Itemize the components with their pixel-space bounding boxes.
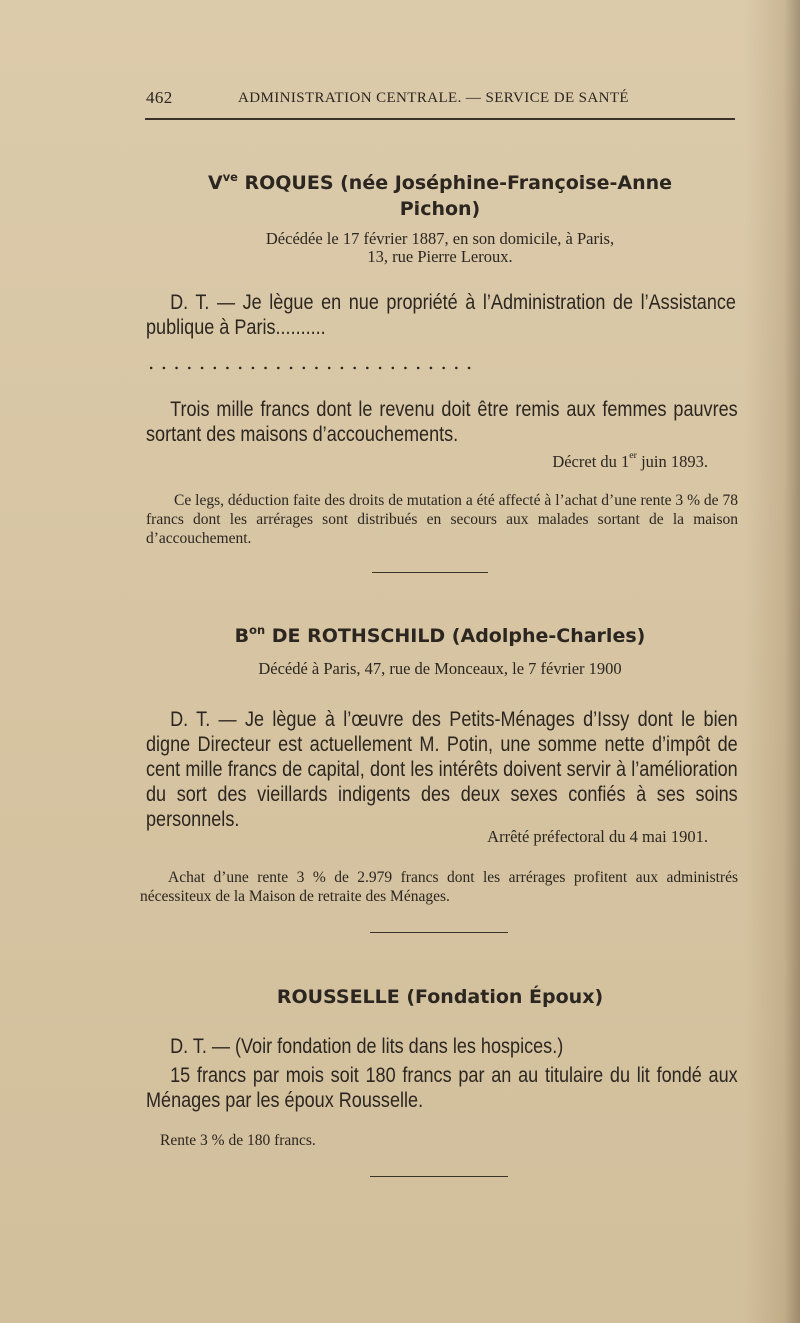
decree-reference: Arrêté préfectoral du 4 mai 1901.	[487, 827, 708, 846]
decree-reference	[300, 452, 708, 472]
bequest-text: D. T. — Je lègue en nue propriété à l’Administration de l’Assistance publique à Paris..........	[146, 291, 736, 339]
bequest-text-continued: 15 francs par mois soit 180 francs par an au titulaire du lit fondé aux Ménages par les époux Rousselle.	[146, 1064, 738, 1112]
section-rule	[370, 932, 508, 933]
bequest-text: D. T. — Je lègue à l’œuvre des Petits-Ménages d’Issy dont le bien digne Directeur est actuellement M. Potin, une somme nette d’impôt de cent mille francs de capital, dont les intérêts doivent servir à l’amélioration du sort des vieillards indigents des deux sexes confiés à ses soins personnels.	[146, 708, 738, 831]
title-text: ROQUES (née Joséphine-Françoise-Anne	[237, 172, 673, 194]
note-text: Ce legs, déduction faite des droits de mutation a été affecté à l’achat d’une rente 3 % de 78 francs dont les arrérages sont distribués en secours aux malades sortant de la maison d’accouchement.	[146, 492, 738, 547]
entry-title-continued: Pichon)	[399, 198, 481, 220]
title-prefix-sup: on	[249, 622, 266, 637]
title-text: DE ROTHSCHILD (Adolphe-Charles)	[265, 625, 646, 647]
decree-sup: er	[629, 450, 637, 462]
death-notice: Décédé à Paris, 47, rue de Monceaux, le 7 février 1900	[258, 659, 622, 678]
title-prefix: V	[207, 172, 223, 194]
header-rule	[145, 118, 735, 120]
title-prefix-sup: ve	[222, 169, 238, 184]
entry-title	[120, 169, 760, 194]
ellipsis-dots: . . . . . . . . . . . . . . . . . . . . . . . . . .	[148, 350, 473, 374]
running-title: ADMINISTRATION CENTRALE. — SERVICE DE SANTÉ	[238, 90, 629, 106]
entry-title: ROUSSELLE (Fondation Époux)	[276, 986, 604, 1008]
death-notice: Décédée le 17 février 1887, en son domicile, à Paris,	[265, 229, 615, 248]
decree-date: juin 1893.	[636, 452, 708, 471]
page-number: 462	[146, 88, 173, 107]
decree-text: Décret du 1	[552, 452, 630, 471]
note-text: Achat d’une rente 3 % de 2.979 francs dont les arrérages profitent aux administrés nécessiteux de la Maison de retraite des Ménages.	[140, 869, 738, 905]
title-prefix: B	[234, 625, 250, 647]
death-notice-address: 13, rue Pierre Leroux.	[367, 247, 513, 266]
page-header	[146, 88, 652, 112]
purpose-text: Trois mille francs dont le revenu doit être remis aux femmes pauvres sortant des maisons d’accouchements.	[146, 398, 738, 446]
section-rule	[372, 572, 488, 573]
section-rule	[370, 1176, 508, 1177]
bequest-text: D. T. — (Voir fondation de lits dans les hospices.)	[170, 1035, 564, 1058]
note-text: Rente 3 % de 180 francs.	[160, 1132, 316, 1149]
entry-title	[120, 622, 760, 647]
